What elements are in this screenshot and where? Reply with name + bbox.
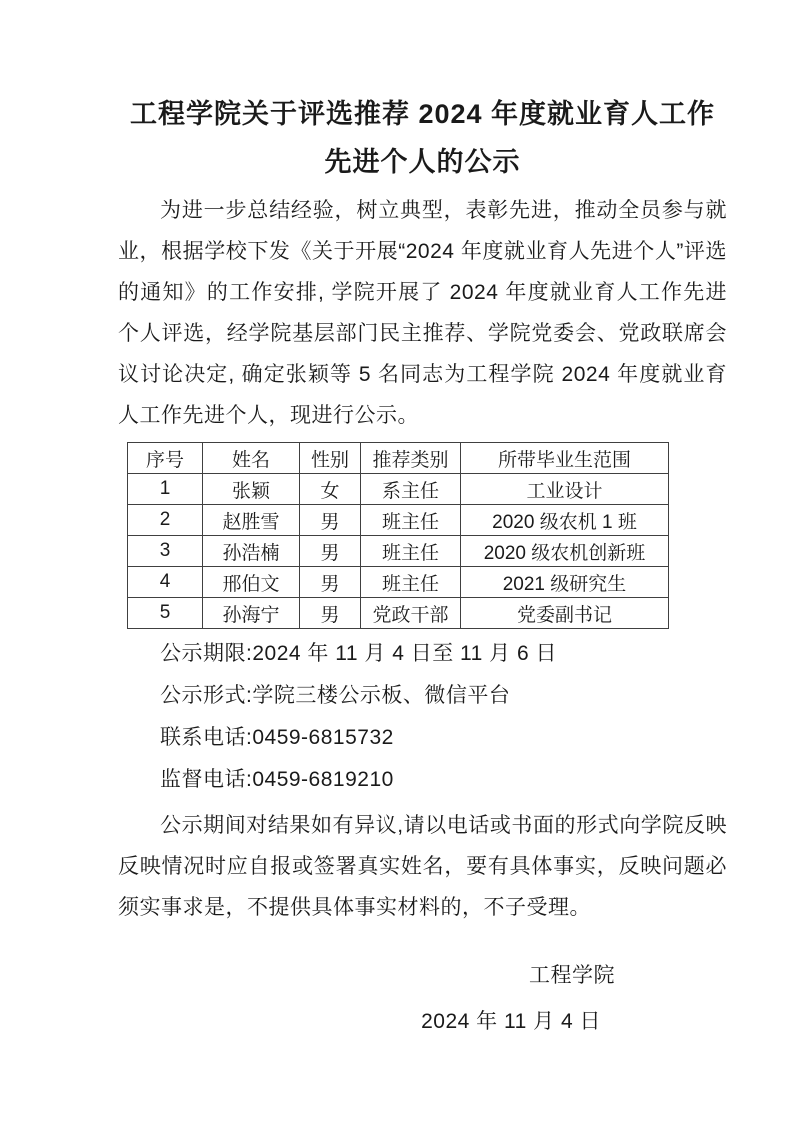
cell-gender: 男 <box>300 598 361 629</box>
cell-category: 班主任 <box>361 536 461 567</box>
cell-index: 3 <box>128 536 203 567</box>
closing-paragraph: 公示期间对结果如有异议,请以电话或书面的形式向学院反映反映情况时应自报或签署真实姓名，要有具体事实，反映问题必须实事求是，不提供具体事实材料的，不子受理。 <box>118 814 727 919</box>
header-cell-category: 推荐类别 <box>361 443 461 474</box>
header-cell-name: 姓名 <box>203 443 300 474</box>
table-row <box>128 474 669 505</box>
nominees-table <box>127 442 669 629</box>
cell-index: 2 <box>128 505 203 536</box>
cell-index: 1 <box>128 474 203 505</box>
cell-index: 4 <box>128 567 203 598</box>
title-line-1: 工程学院关于评选推荐 2024 年度就业育人工作 <box>129 99 716 129</box>
cell-category: 班主任 <box>361 567 461 598</box>
supervision-phone-value: 0459-6819210 <box>252 768 394 791</box>
table-row <box>128 598 669 629</box>
cell-category: 党政干部 <box>361 598 461 629</box>
contact-phone-line <box>118 717 727 759</box>
cell-name: 赵胜雪 <box>203 505 300 536</box>
cell-name: 孙浩楠 <box>203 536 300 567</box>
cell-scope: 2021 级研究生 <box>461 567 669 598</box>
notice-period-line <box>118 633 727 675</box>
contact-phone-label: 联系电话: <box>160 726 253 749</box>
notice-form-label: 公示形式: <box>160 684 253 707</box>
cell-name: 邢伯文 <box>203 567 300 598</box>
table-row <box>128 505 669 536</box>
cell-scope: 党委副书记 <box>461 598 669 629</box>
notice-form-line <box>118 675 727 717</box>
intro-paragraph: 为进一步总结经验，树立典型，表彰先进，推动全员参与就业，根据学校下发《关于开展“2024 年度就业育人先进个人”评选的通知》的工作安排, 学院开展了 2024 年度就业育人工作先进个人评选，经学院基层部门民主推荐、学院党委会、党政联席会议讨论决定, 确定张颖等 5 名同志为工程学院 2024 年度就业育人工作先进个人，现进行公示。 <box>118 199 727 427</box>
supervision-phone-line <box>118 759 727 801</box>
table-header-row <box>128 443 669 474</box>
document-title <box>118 90 727 186</box>
notice-info-block <box>118 633 727 801</box>
title-line-2: 先进个人的公示 <box>324 147 521 177</box>
cell-gender: 男 <box>300 505 361 536</box>
supervision-phone-label: 监督电话: <box>160 768 253 791</box>
cell-index: 5 <box>128 598 203 629</box>
table-row <box>128 567 669 598</box>
cell-name: 张颖 <box>203 474 300 505</box>
cell-gender: 男 <box>300 567 361 598</box>
notice-form-value: 学院三楼公示板、微信平台 <box>252 684 511 707</box>
cell-gender: 女 <box>300 474 361 505</box>
cell-gender: 男 <box>300 536 361 567</box>
signature-block <box>118 953 727 1045</box>
cell-category: 班主任 <box>361 505 461 536</box>
notice-period-label: 公示期限: <box>160 642 253 665</box>
header-cell-index: 序号 <box>128 443 203 474</box>
notice-period-value: 2024 年 11 月 4 日至 11 月 6 日 <box>252 642 558 665</box>
cell-scope: 工业设计 <box>461 474 669 505</box>
document-content <box>118 90 727 1045</box>
table-row <box>128 536 669 567</box>
cell-category: 系主任 <box>361 474 461 505</box>
signature-date: 2024 年 11 月 4 日 <box>421 1010 601 1033</box>
contact-phone-value: 0459-6815732 <box>252 726 394 749</box>
header-cell-scope: 所带毕业生范围 <box>461 443 669 474</box>
signature-org: 工程学院 <box>529 964 615 987</box>
cell-scope: 2020 级农机创新班 <box>461 536 669 567</box>
cell-name: 孙海宁 <box>203 598 300 629</box>
header-cell-gender: 性别 <box>300 443 361 474</box>
cell-scope: 2020 级农机 1 班 <box>461 505 669 536</box>
